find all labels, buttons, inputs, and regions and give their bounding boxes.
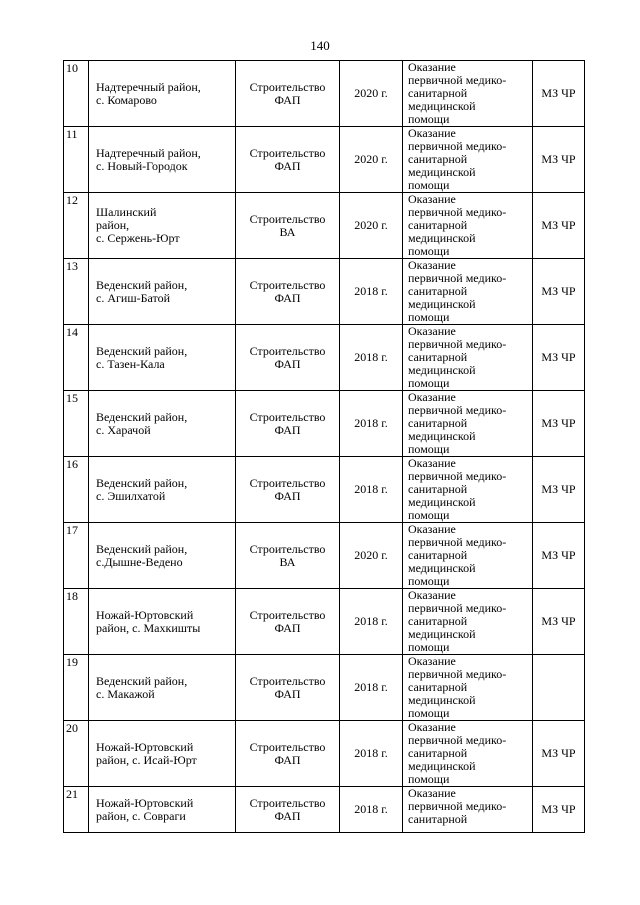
table-body — [64, 61, 585, 833]
table-row — [64, 61, 585, 127]
row-number-cell: 21 — [64, 787, 89, 833]
row-number-cell: 17 — [64, 523, 89, 589]
row-number-cell: 10 — [64, 61, 89, 127]
location-cell: Веденский район, с. Агиш-Батой — [89, 259, 236, 325]
year-cell: 2018 г. — [340, 325, 403, 391]
table-row — [64, 193, 585, 259]
table-row — [64, 127, 585, 193]
table-row — [64, 655, 585, 721]
work-type-cell: Строительство ФАП — [236, 127, 340, 193]
row-number-cell: 13 — [64, 259, 89, 325]
executor-cell: МЗ ЧР — [533, 259, 585, 325]
table-row — [64, 457, 585, 523]
location-cell: Ножай-Юртовский район, с. Совраги — [89, 787, 236, 833]
row-number-cell: 19 — [64, 655, 89, 721]
executor-cell: МЗ ЧР — [533, 127, 585, 193]
table-row — [64, 325, 585, 391]
facilities-table — [63, 60, 585, 833]
purpose-cell: Оказание первичной медико- санитарной — [403, 787, 533, 833]
executor-cell: МЗ ЧР — [533, 61, 585, 127]
year-cell: 2020 г. — [340, 127, 403, 193]
executor-cell: МЗ ЧР — [533, 193, 585, 259]
purpose-cell: Оказание первичной медико- санитарной медицинской помощи — [403, 721, 533, 787]
year-cell: 2018 г. — [340, 259, 403, 325]
row-number-cell: 20 — [64, 721, 89, 787]
location-cell: Надтеречный район, с. Комарово — [89, 61, 236, 127]
table-row — [64, 391, 585, 457]
location-cell: Ножай-Юртовский район, с. Исай-Юрт — [89, 721, 236, 787]
work-type-cell: Строительство ФАП — [236, 787, 340, 833]
work-type-cell: Строительство ФАП — [236, 325, 340, 391]
row-number-cell: 18 — [64, 589, 89, 655]
purpose-cell: Оказание первичной медико- санитарной медицинской помощи — [403, 457, 533, 523]
location-cell: Веденский район, с. Харачой — [89, 391, 236, 457]
executor-cell: МЗ ЧР — [533, 457, 585, 523]
location-cell: Надтеречный район, с. Новый-Городок — [89, 127, 236, 193]
year-cell: 2018 г. — [340, 391, 403, 457]
purpose-cell: Оказание первичной медико- санитарной медицинской помощи — [403, 655, 533, 721]
year-cell: 2018 г. — [340, 589, 403, 655]
work-type-cell: Строительство ФАП — [236, 589, 340, 655]
year-cell: 2018 г. — [340, 457, 403, 523]
purpose-cell: Оказание первичной медико- санитарной медицинской помощи — [403, 193, 533, 259]
row-number-cell: 16 — [64, 457, 89, 523]
executor-cell: МЗ ЧР — [533, 721, 585, 787]
location-cell: Веденский район, с.Дышне-Ведено — [89, 523, 236, 589]
year-cell: 2020 г. — [340, 523, 403, 589]
executor-cell: МЗ ЧР — [533, 523, 585, 589]
executor-cell: МЗ ЧР — [533, 589, 585, 655]
purpose-cell: Оказание первичной медико- санитарной медицинской помощи — [403, 391, 533, 457]
work-type-cell: Строительство ВА — [236, 193, 340, 259]
location-cell: Шалинский район, с. Сержень-Юрт — [89, 193, 236, 259]
page-number: 140 — [310, 38, 330, 53]
year-cell: 2020 г. — [340, 61, 403, 127]
executor-cell: МЗ ЧР — [533, 787, 585, 833]
row-number-cell: 14 — [64, 325, 89, 391]
purpose-cell: Оказание первичной медико- санитарной медицинской помощи — [403, 259, 533, 325]
work-type-cell: Строительство ФАП — [236, 457, 340, 523]
work-type-cell: Строительство ФАП — [236, 259, 340, 325]
table-row — [64, 259, 585, 325]
purpose-cell: Оказание первичной медико- санитарной медицинской помощи — [403, 523, 533, 589]
location-cell: Ножай-Юртовский район, с. Махкишты — [89, 589, 236, 655]
year-cell: 2020 г. — [340, 193, 403, 259]
purpose-cell: Оказание первичной медико- санитарной медицинской помощи — [403, 325, 533, 391]
year-cell: 2018 г. — [340, 721, 403, 787]
table-row — [64, 589, 585, 655]
location-cell: Веденский район, с. Макажой — [89, 655, 236, 721]
purpose-cell: Оказание первичной медико- санитарной медицинской помощи — [403, 61, 533, 127]
work-type-cell: Строительство ВА — [236, 523, 340, 589]
work-type-cell: Строительство ФАП — [236, 391, 340, 457]
row-number-cell: 15 — [64, 391, 89, 457]
work-type-cell: Строительство ФАП — [236, 721, 340, 787]
purpose-cell: Оказание первичной медико- санитарной медицинской помощи — [403, 127, 533, 193]
location-cell: Веденский район, с. Эшилхатой — [89, 457, 236, 523]
year-cell: 2018 г. — [340, 655, 403, 721]
executor-cell: МЗ ЧР — [533, 391, 585, 457]
year-cell: 2018 г. — [340, 787, 403, 833]
table-row — [64, 721, 585, 787]
executor-cell: МЗ ЧР — [533, 325, 585, 391]
purpose-cell: Оказание первичной медико- санитарной медицинской помощи — [403, 589, 533, 655]
location-cell: Веденский район, с. Тазен-Кала — [89, 325, 236, 391]
row-number-cell: 12 — [64, 193, 89, 259]
work-type-cell: Строительство ФАП — [236, 61, 340, 127]
row-number-cell: 11 — [64, 127, 89, 193]
executor-cell — [533, 655, 585, 721]
table-row — [64, 523, 585, 589]
work-type-cell: Строительство ФАП — [236, 655, 340, 721]
table-row — [64, 787, 585, 833]
